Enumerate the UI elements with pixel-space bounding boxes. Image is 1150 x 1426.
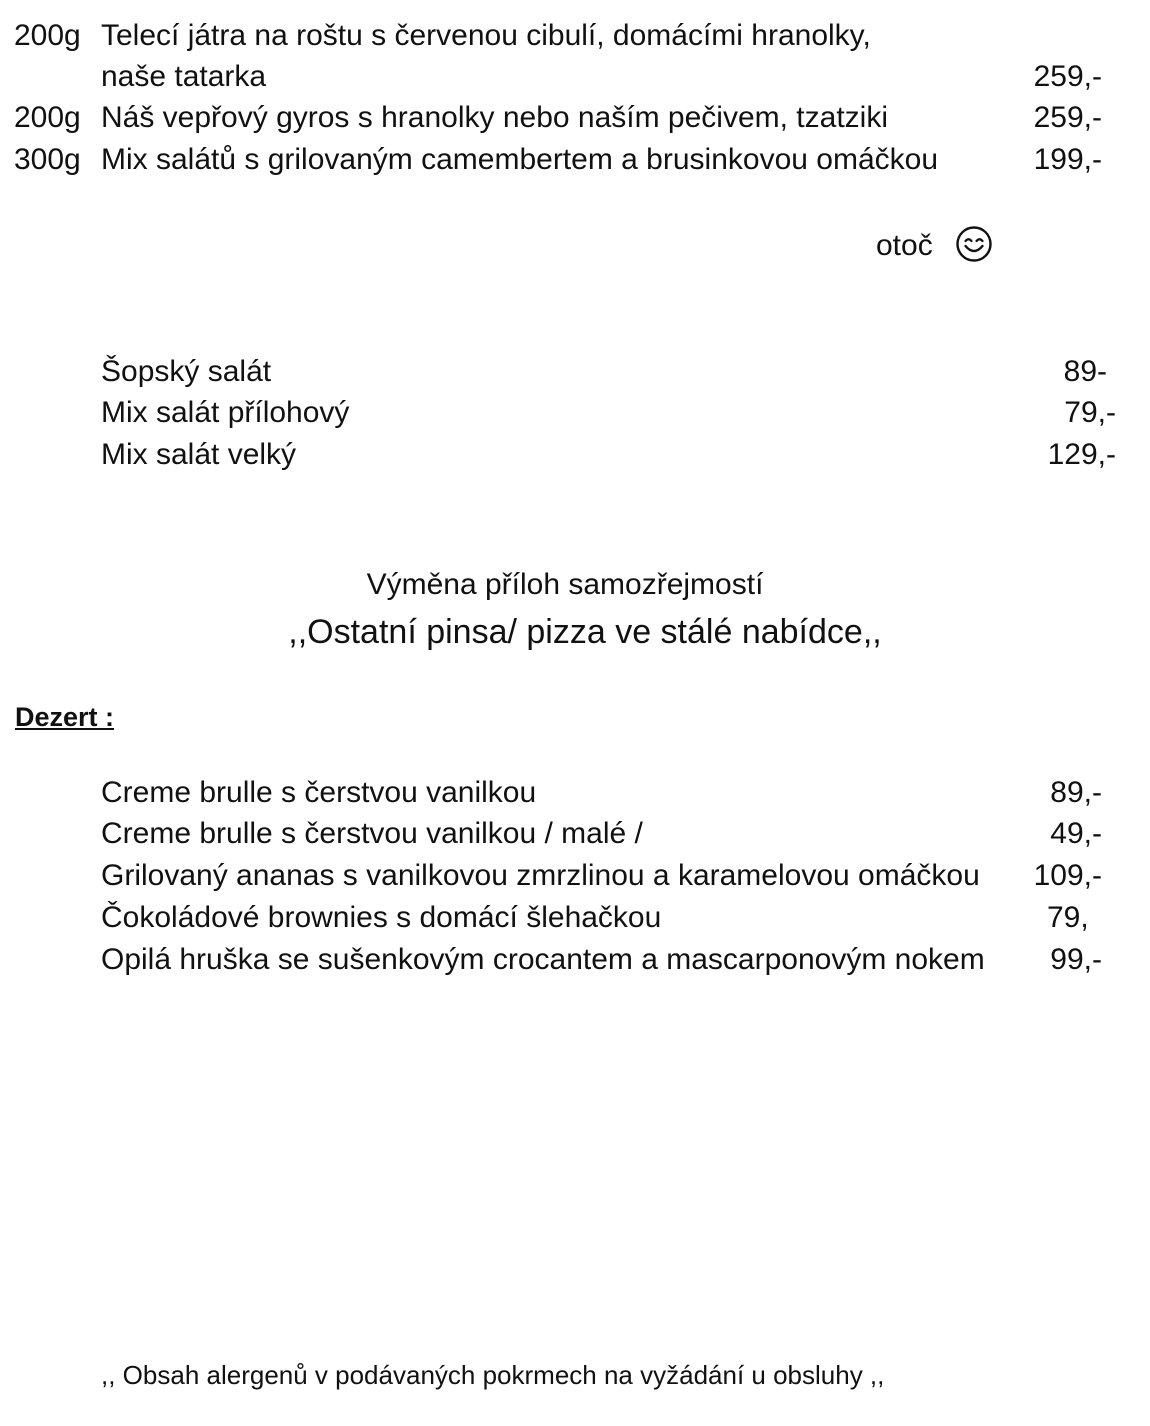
main-1-name: Telecí játra na roštu s červenou cibulí, domácími hranolky, xyxy=(101,19,871,52)
dessert-heading: Dezert : xyxy=(15,702,115,732)
dessert-3-name: Grilovaný ananas s vanilkovou zmrzlinou a karamelovou omáčkou xyxy=(101,859,980,892)
main-1-name-continued: naše tatarka xyxy=(101,60,267,93)
dessert-4-price: 79, xyxy=(1047,901,1089,934)
salad-3-name: Mix salát velký xyxy=(101,438,297,471)
salad-2-price: 79,- xyxy=(1064,396,1116,429)
allergen-footer-note: ,, Obsah alergenů v podávaných pokrmech na vyžádání u obsluhy ,, xyxy=(101,1360,885,1390)
main-3-price: 199,- xyxy=(1033,143,1102,176)
side-exchange-notice-text: Výměna příloh samozřejmostí xyxy=(366,568,764,601)
salad-3-price: 129,- xyxy=(1047,438,1116,471)
main-1-price: 259,- xyxy=(1033,60,1102,93)
salad-1-price: 89- xyxy=(1063,355,1107,388)
main-2-price: 259,- xyxy=(1033,101,1102,134)
dessert-5-name: Opilá hruška se sušenkovým crocantem a mascarponovým nokem xyxy=(101,943,985,976)
pinsa-pizza-notice-text: ,,Ostatní pinsa/ pizza ve stálé nabídce,, xyxy=(288,613,882,651)
dessert-2-name: Creme brulle s čerstvou vanilkou / malé / xyxy=(101,817,643,850)
dessert-5-price: 99,- xyxy=(1050,943,1102,976)
smiley-face-icon xyxy=(956,226,992,262)
dessert-1-price: 89,- xyxy=(1050,776,1102,809)
main-2-weight: 200g xyxy=(14,101,81,134)
salad-2-name: Mix salát přílohový xyxy=(101,396,350,429)
pinsa-pizza-notice xyxy=(0,612,1150,652)
salad-1-name: Šopský salát xyxy=(101,355,272,388)
side-exchange-notice xyxy=(0,567,1150,603)
main-3-weight: 300g xyxy=(14,143,81,176)
dessert-2-price: 49,- xyxy=(1050,817,1102,850)
main-1-weight: 200g xyxy=(14,19,81,52)
turn-over-label: otoč xyxy=(876,229,933,262)
dessert-3-price: 109,- xyxy=(1033,859,1102,892)
dessert-4-name: Čokoládové brownies s domácí šlehačkou xyxy=(101,901,662,934)
main-2-name: Náš vepřový gyros s hranolky nebo naším pečivem, tzatziki xyxy=(101,101,888,134)
main-3-name: Mix salátů s grilovaným camembertem a brusinkovou omáčkou xyxy=(101,143,938,176)
dessert-1-name: Creme brulle s čerstvou vanilkou xyxy=(101,776,537,809)
